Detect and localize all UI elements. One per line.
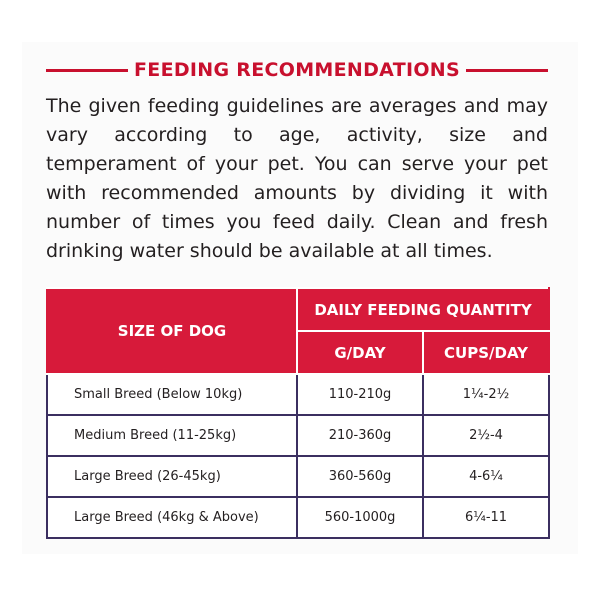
- header-rule-left: [46, 69, 128, 72]
- g-per-day-cell: 360-560g: [297, 456, 423, 497]
- dog-size-cell: Large Breed (46kg & Above): [47, 497, 297, 538]
- feeding-table: [46, 287, 550, 539]
- g-per-day-cell: 210-360g: [297, 415, 423, 456]
- cups-per-day-cell: 6¼-11: [423, 497, 549, 538]
- table-row: [47, 374, 549, 415]
- cups-per-day-cell: 2½-4: [423, 415, 549, 456]
- cups-per-day-cell: 1¼-2½: [423, 374, 549, 415]
- table-row: [47, 415, 549, 456]
- table-row: [47, 456, 549, 497]
- g-per-day-cell: 560-1000g: [297, 497, 423, 538]
- header-rule-right: [466, 69, 548, 72]
- cups-per-day-header: CUPS/DAY: [423, 331, 549, 374]
- cups-per-day-cell: 4-6¼: [423, 456, 549, 497]
- dog-size-cell: Large Breed (26-45kg): [47, 456, 297, 497]
- daily-feeding-quantity-header: DAILY FEEDING QUANTITY: [297, 288, 549, 331]
- size-of-dog-header: SIZE OF DOG: [47, 288, 297, 374]
- section-header: [46, 56, 548, 84]
- dog-size-cell: Small Breed (Below 10kg): [47, 374, 297, 415]
- feeding-guidelines-text: The given feeding guidelines are averages and may vary according to age, activity, size and temperament of your pet. You can serve your pet with recommended amounts by dividing it with number of times you feed daily. Clean and fresh drinking water should be available at all times.: [46, 95, 548, 262]
- g-per-day-header: G/DAY: [297, 331, 423, 374]
- g-per-day-cell: 110-210g: [297, 374, 423, 415]
- table-row: [47, 497, 549, 538]
- section-title: FEEDING RECOMMENDATIONS: [134, 59, 460, 81]
- dog-size-cell: Medium Breed (11-25kg): [47, 415, 297, 456]
